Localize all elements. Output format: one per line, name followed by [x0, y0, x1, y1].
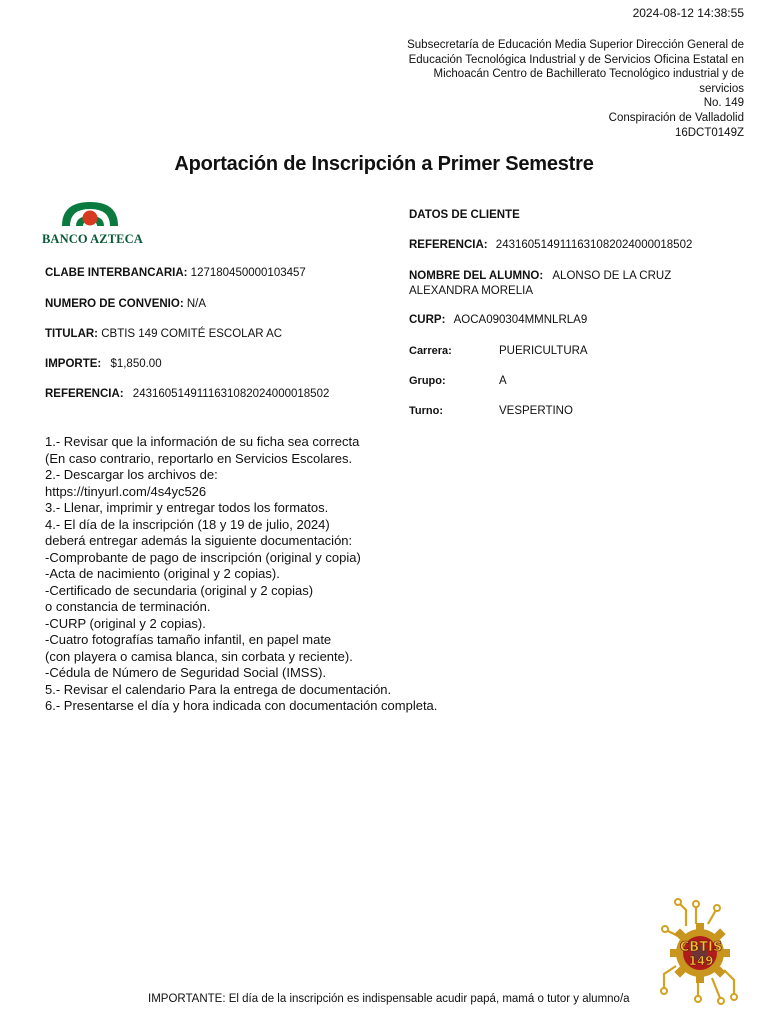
- cbtis-149-logo: [658, 896, 742, 1008]
- importe-value: $1,850.00: [110, 358, 162, 370]
- banco-azteca-emblem-icon: [40, 196, 144, 236]
- header-line: Michoacán Centro de Bachillerato Tecnológico industrial y de: [433, 68, 744, 81]
- instruction-line: -Acta de nacimiento (original y 2 copias).: [45, 566, 280, 581]
- importe-label: IMPORTE:: [45, 358, 102, 370]
- instruction-line: (con playera o camisa blanca, sin corbata y reciente).: [45, 648, 353, 664]
- instruction-line: -Cuatro fotografías tamaño infantil, en papel mate: [45, 632, 332, 647]
- instruction-line: 4.- El día de la inscripción (18 y 19 de julio, 2024): [45, 516, 330, 532]
- client-section-title-text: DATOS DE CLIENTE: [409, 209, 520, 221]
- instructions-list: [45, 434, 545, 715]
- titular-row: [45, 328, 282, 340]
- client-referencia-label: REFERENCIA:: [409, 239, 488, 251]
- bank-referencia-label: REFERENCIA:: [45, 388, 124, 400]
- header-line: Educación Tecnológica Industrial y de Servicios Oficina Estatal en: [408, 53, 744, 66]
- print-timestamp: 2024-08-12 14:38:55: [632, 6, 744, 20]
- instruction-line: -Cédula de Número de Seguridad Social (IMSS).: [45, 665, 327, 680]
- grupo-label: Grupo:: [409, 375, 446, 387]
- instruction-line: (En caso contrario, reportarlo en Servicios Escolares.: [45, 450, 353, 466]
- bank-referencia-value: 2431605149111631082024000018502: [132, 388, 330, 400]
- alumno-label: NOMBRE DEL ALUMNO:: [409, 270, 544, 282]
- client-section-title: [409, 209, 520, 221]
- grupo-value: A: [499, 375, 507, 387]
- turno-label: Turno:: [409, 405, 444, 417]
- banco-azteca-logo: [40, 196, 144, 250]
- instruction-line: 3.- Llenar, imprimir y entregar todos los formatos.: [45, 500, 329, 515]
- header-line: No. 149: [703, 97, 744, 110]
- clabe-row: [45, 267, 306, 279]
- curp-row: [409, 314, 587, 326]
- instruction-line: -Comprobante de pago de inscripción (original y copia): [45, 549, 361, 565]
- curp-value: AOCA090304MMNLRLA9: [453, 314, 588, 326]
- page-title: Aportación de Inscripción a Primer Semestre: [174, 153, 594, 175]
- convenio-row: [45, 298, 206, 310]
- alumno-row: [409, 269, 671, 299]
- titular-value: CBTIS 149 COMITÉ ESCOLAR AC: [101, 328, 283, 340]
- cbtis-number: 149: [688, 954, 714, 968]
- instruction-line: deberá entregar además la siguiente documentación:: [45, 533, 353, 548]
- instruction-line: 2.- Descargar los archivos de:: [45, 467, 218, 482]
- instruction-line: 6.- Presentarse el día y hora indicada con documentación completa.: [45, 698, 438, 713]
- client-referencia-value: 2431605149111631082024000018502: [495, 239, 693, 251]
- instruction-line: -CURP (original y 2 copias).: [45, 615, 206, 631]
- header-line: 16DCT0149Z: [674, 126, 744, 139]
- header-line: Conspiración de Valladolid: [608, 111, 744, 124]
- instruction-line: o constancia de terminación.: [45, 599, 211, 614]
- instruction-line: 5.- Revisar el calendario Para la entrega de documentación.: [45, 681, 392, 697]
- carrera-value: PUERICULTURA: [499, 345, 588, 357]
- importe-row: [45, 358, 162, 370]
- clabe-value: 127180450000103457: [190, 267, 306, 279]
- instruction-line: -Certificado de secundaria (original y 2 copias): [45, 582, 314, 598]
- header-line: servicios: [699, 82, 744, 95]
- cbtis-text: CBTIS: [679, 940, 723, 955]
- clabe-label: CLABE INTERBANCARIA:: [45, 267, 188, 279]
- header-line: Subsecretaría de Educación Media Superior Dirección General de: [407, 39, 744, 51]
- curp-label: CURP:: [409, 314, 446, 326]
- institution-header: [384, 38, 744, 140]
- convenio-label: NUMERO DE CONVENIO:: [45, 298, 184, 310]
- client-referencia-row: [409, 239, 692, 251]
- instruction-link[interactable]: https://tinyurl.com/4s4yc526: [45, 483, 207, 499]
- footer-notice: IMPORTANTE: El día de la inscripción es indispensable acudir papá, mamá o tutor y alumno/a: [148, 993, 630, 1005]
- alumno-value-2: ALEXANDRA MORELIA: [409, 285, 533, 297]
- alumno-value: ALONSO DE LA CRUZ: [552, 270, 672, 282]
- bank-referencia-row: [45, 388, 329, 400]
- titular-label: TITULAR:: [45, 328, 99, 340]
- cbtis-gear-icon: [658, 896, 742, 1008]
- instruction-line: 1.- Revisar que la información de su ficha sea correcta: [45, 434, 360, 449]
- convenio-value: N/A: [186, 298, 207, 310]
- turno-value: VESPERTINO: [499, 405, 573, 417]
- banco-azteca-wordmark: BANCO AZTECA: [42, 232, 143, 246]
- carrera-label: Carrera:: [409, 345, 452, 357]
